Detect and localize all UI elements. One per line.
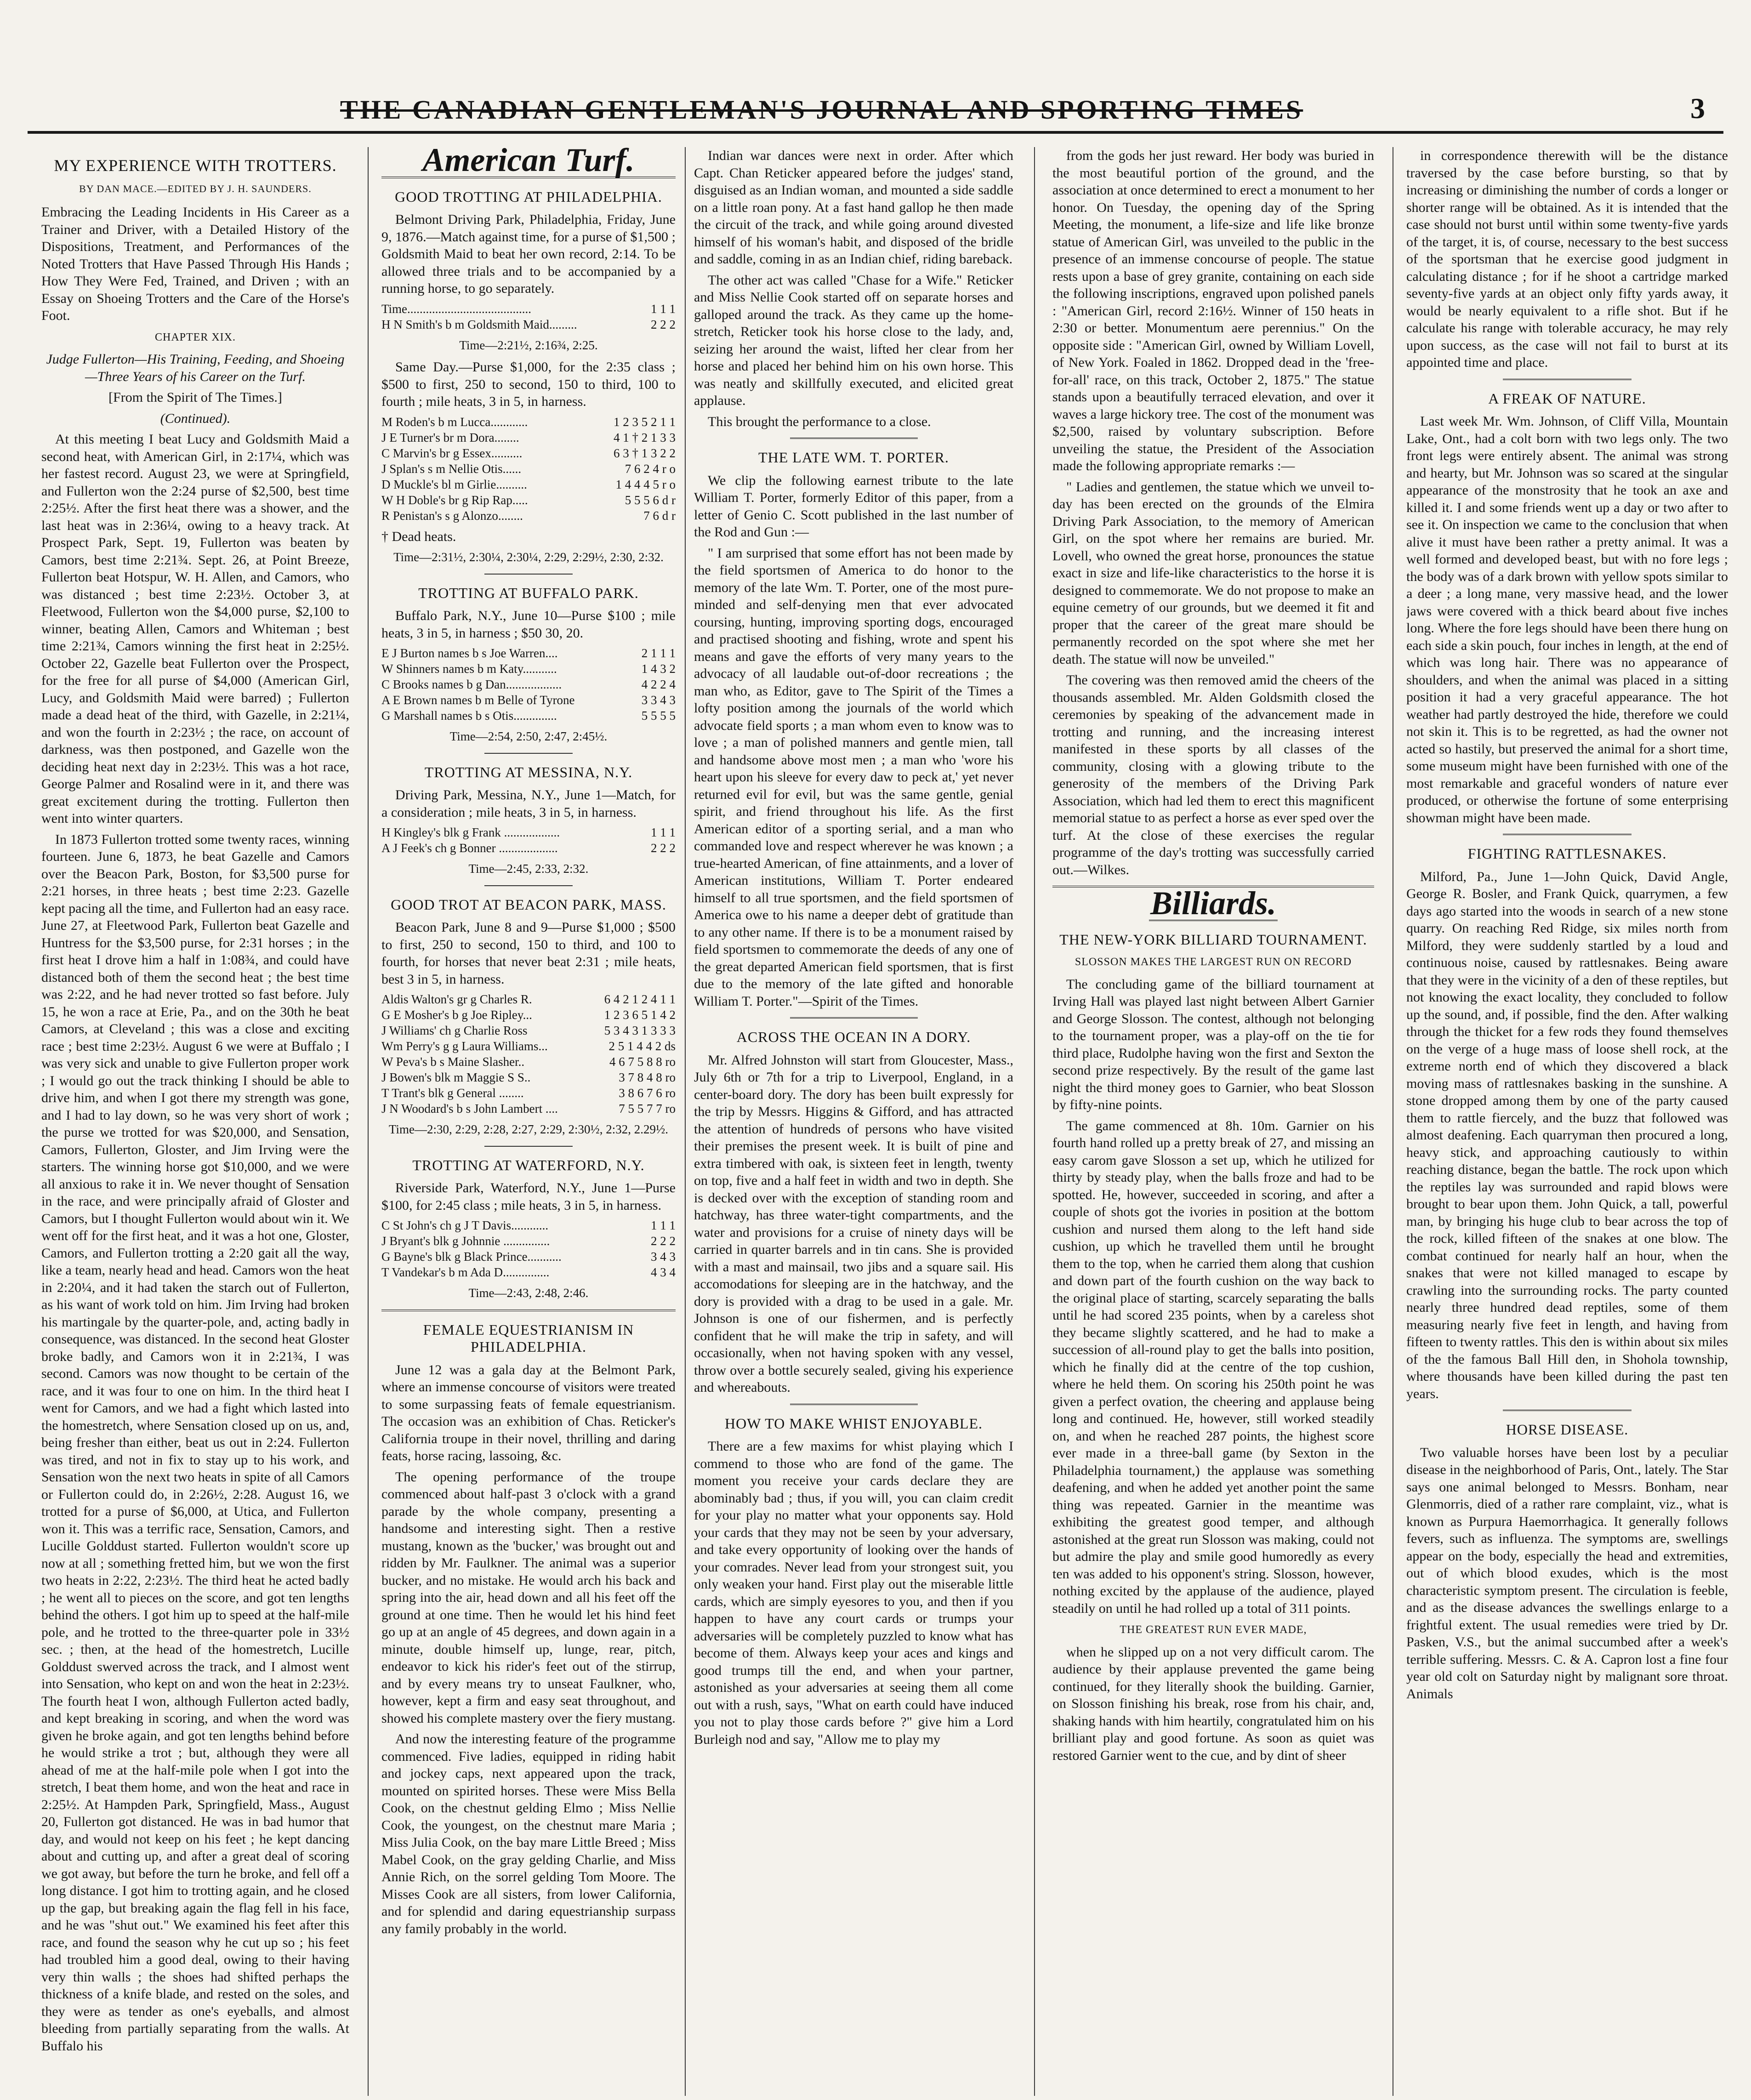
entry-name: A J Feek's ch g Bonner ................... [381,841,558,855]
entry-scores: 6 4 2 1 2 4 1 1 [604,992,676,1006]
entry-scores: 2 1 1 1 [641,646,676,660]
entry-scores: 6 3 † 1 3 2 2 [614,446,676,460]
result-row [381,1233,676,1249]
results-table [381,645,676,723]
article-heading: GOOD TROTTING AT PHILADELPHIA. [395,188,662,205]
divider [381,1309,676,1311]
entry-name: C St John's ch g J T Davis............ [381,1218,549,1232]
article-heading: FEMALE EQUESTRIANISM IN PHILADELPHIA. [423,1321,634,1355]
entry-name: Aldis Walton's gr g Charles R. [381,992,532,1006]
entry-name: D Muckle's bl m Girlie.......... [381,477,527,491]
article-heading: ACROSS THE OCEAN IN A DORY. [736,1029,971,1045]
article-heading: HOW TO MAKE WHIST ENJOYABLE. [724,1415,983,1432]
result-row [381,1038,676,1054]
entry-name: H N Smith's b m Goldsmith Maid......... [381,317,577,331]
entry-name: G Marshall names b s Otis.............. [381,709,557,723]
column-rule [685,147,686,2096]
result-row [381,1085,676,1101]
entry-scores: 1 1 1 [651,825,676,839]
paragraph: This brought the performance to a close. [708,414,931,429]
entry-scores: 4 1 † 2 1 3 3 [614,430,676,444]
divider [1503,1410,1632,1411]
section-title: American Turf. [422,147,635,178]
chapter-title: Judge Fullerton—His Training, Feeding, and Shoeing—Three Years of his Career on the Turf. [46,352,345,384]
entry-scores: 1 4 4 4 5 r o [615,477,676,491]
result-row [381,477,676,492]
results-table [381,301,676,332]
paragraph: We clip the following earnest tribute to the late William T. Porter, formerly Editor of this paper, from a letter of Genio C. Scott published in the last number of the Rod and Gun :— [694,472,1013,540]
column-4 [1052,147,1374,2096]
entry-scores: 2 2 2 [651,841,676,855]
entry-name: W Shinners names b m Katy........... [381,662,557,676]
article-heading: THE LATE WM. T. PORTER. [758,449,949,466]
paragraph: " Ladies and gentlemen, the statue which we unveil to-day has been erected on the grounds of the Elmira Driving Park Association, to the memory of American Girl, on the spot where her remains are buried. Mr. Lovell, who owned the great horse, pronounces the statue exact in size and life-like characteristics to the horse it is designed to commemorate. We do not propose to make an equine cemetry of our grounds, but we deemed it fit and proper that the career of the great mare should be permanently recorded on the spot where she met her death. The statue will now be unveiled." [1052,479,1374,667]
entry-name: W H Doble's br g Rip Rap..... [381,493,528,507]
source-note: [From the Spirit of The Times.] [108,390,282,405]
entry-scores: 2 2 2 [651,1234,676,1248]
results-table [381,825,676,856]
result-row [381,1249,676,1264]
paragraph: in correspondence therewith will be the distance traversed by the case before bursting, so that by increasing or diminishing the number of cords a longer or shorter range will be obtained. As it is intended that the case should not burst until within some twenty-five yards of the target, it is, of course, necessary to the best success of the sportsman that he exercise good judgment in calculating distance ; for if he shoot a cartridge marked seventy-five yards at an object only fifty yards away, it would be nearly equivalent to a rifle shot. But if he calculate his range with tolerable accuracy, he may rely upon success, as the case will not fail to burst at its appointed time and place. [1406,148,1728,370]
result-row [381,445,676,461]
result-row [381,1070,676,1085]
divider [484,574,573,575]
paragraph: The opening performance of the troupe commenced about half-past 3 o'clock with a grand parade by the whole company, presenting a handsome and interesting sight. Then a restive mustang, known as the 'bucker,' was brought out and ridden by Mr. Faulkner. The animal was a superior bucker, and no mistake. He would arch his back and spring into the air, head down and all his feet off the ground at one time. Then he would let his hind feet go up at an angle of 45 degrees, and down again in a minute, double himself up, lunge, rear, pitch, endeavor to kick his rider's feet out of the stirrup, and by every means try to unseat Faulkner, who, however, kept a firm and easy seat throughout, and showed his complete mastery over the fiery mustang. [381,1469,676,1726]
chapter-label: CHAPTER XIX. [154,331,236,343]
byline: BY DAN MACE.—EDITED BY J. H. SAUNDERS. [79,182,312,194]
article-summary: Embracing the Leading Incidents in His Career as a Trainer and Driver, with a Detailed History of the Dispositions, Treatment, and Performances of the Noted Trotters that Have Passed Through His Hands ; How They Were Fed, Trained, and Driven ; with an Essay on Shoeing Trotters and the Care of the Horse's Foot. [41,205,349,323]
race-time: Time—2:43, 2:48, 2:46. [468,1286,589,1300]
newspaper-title: THE CANADIAN GENTLEMAN'S JOURNAL AND SPORTING TIMES [340,95,1303,125]
result-row [381,461,676,477]
entry-scores: 4 6 7 5 8 8 ro [609,1055,676,1069]
entry-scores: 7 6 2 4 r o [625,461,676,476]
page-number: 3 [1690,92,1705,125]
entry-name: Wm Perry's g g Laura Williams... [381,1039,548,1053]
race-intro: Same Day.—Purse $1,000, for the 2:35 class ; $500 to first, 250 to second, 150 to third, 100 to fourth ; mile heats, 3 in 5, in harness. [381,359,676,409]
entry-scores: 3 3 4 3 [641,693,676,707]
paragraph: The other act was called "Chase for a Wife." Reticker and Miss Nellie Cook started off on separate horses and galloped around the track. As they came up the home-stretch, Reticker took his horse close to the lady, and, seizing her around the waist, lifted her clear from her horse and placed her behind him on his own horse. This was neatly and skillfully executed, and elicited great applause. [694,272,1013,408]
entry-name: J Williams' ch g Charlie Ross [381,1024,528,1037]
entry-scores: 5 5 5 5 [641,709,676,723]
entry-name: T Trant's blk g General ........ [381,1086,524,1100]
paragraph: " I am surprised that some effort has not been made by the field sportsmen of America to do honor to the memory of the late Wm. T. Porter, one of the most pure-minded and self-denying men that ever advocated coursing, hunting, improving sporting dogs, encouraged and practised shooting and fishing, wrote and spent his means and gave the efforts of very many years to the advocacy of all laudable out-of-door recreations ; the man who, as Editor, gave to The Spirit of the Times a lofty position among the journals of the world which advocate field sports ; a man whom even to know was to love ; a man of polished manners and gentle mien, tall and handsome above most men ; a man who 'wore his heart upon his sleeve for every daw to peck at,' yet never returned evil for evil, but was the same gentle, genial spirit, and friend throughout his life. As the first American editor of a sporting serial, and a man who commanded love and respect wherever he was known ; a true-hearted American, of fine attainments, and a lover of American institutions, William T. Porter endeared himself to all true sportsmen, and the field sportsmen of America owe to his name a deeper debt of gratitude than to any other name. If there is to be a monument raised by field sportsmen to commemorate the deeds of any one of the great departed American field sportsmen, that is first due to the memory of the late gifted and honorable William T. Porter."—Spirit of the Times. [694,545,1013,1009]
race-intro: Buffalo Park, N.Y., June 10—Purse $100 ; mile heats, 3 in 5, in harness ; $50 30, 20. [381,608,676,641]
entry-name: J Bryant's blk g Johnnie ............... [381,1234,550,1248]
paragraph: At this meeting I beat Lucy and Goldsmith Maid a second heat, with American Girl, in 2:17¼, which was her fastest record. August 23, we were at Springfield, and Fullerton won the 2:24 purse of $2,500, best time 2:25½. After the first heat there was a shower, and the last heat was in 2:36¼, owing to a heavy track. At Prospect Park, Sept. 19, Fullerton was beaten by Camors, best time 2:21¾. Sept. 26, at Point Breeze, Fullerton beat Hotspur, W. H. Allen, and Camors, who was distanced ; best time 2:23½. October 3, at Fleetwood, Fullerton won the $4,000 purse, $2,100 to winner, beating Allen, Camors and Whiteman ; best time 2:21¾, Camors winning the first heat in 2:25½. October 22, Gazelle beat Fullerton over the Prospect, for the free for all purse of $4,000 (American Girl, Lucy, and Goldsmith Maid were barred) ; Fullerton made a dead heat of the third, with Gazelle, in 2:21¼, and won the fourth in 2:23½ ; the race, on account of darkness, was then postponed, and Gazelle won the deciding heat next day in 2:23½. This was a hot race, George Palmer and Rosalind were in it, and there was great excitement during the trotting. Fullerton then went into winter quarters. [41,432,349,826]
article-heading: HORSE DISEASE. [1506,1421,1629,1438]
result-row [381,508,676,524]
entry-scores: 1 1 1 [651,302,676,316]
divider [790,1017,918,1019]
entry-scores: 3 8 6 7 6 ro [619,1086,676,1100]
race-time: Time—2:21½, 2:16¾, 2:25. [459,338,598,352]
entry-name: G E Mosher's b g Joe Ripley... [381,1008,532,1022]
paragraph: when he slipped up on a not very difficult carom. The audience by their applause prevented the game being continued, for they literally shook the building. Garnier, on Slosson finishing his break, rose from his chair, and, shaking hands with him heartily, congratulated him on his brilliant play and good fortune. As soon as quiet was restored Garnier went to the cue, and by dint of sheer [1052,1644,1374,1763]
entry-name: G Bayne's blk g Black Prince........... [381,1250,562,1263]
article-heading: MY EXPERIENCE WITH TROTTERS. [54,156,337,175]
entry-scores: 4 2 2 4 [641,677,676,691]
result-row [381,414,676,430]
entry-scores: 1 1 1 [651,1218,676,1232]
entry-name: E J Burton names b s Joe Warren.... [381,646,558,660]
paragraph: The concluding game of the billiard tournament at Irving Hall was played last night between Albert Garnier and George Slosson. The contest, although not belonging to the tournament proper, was a play-off on the tie for third place, Rudolphe having won the first and Sexton the second prize respectively. By the result of the game last night the third money goes to Garnier, who beat Slosson by fifty-nine points. [1052,976,1374,1112]
entry-scores: 3 4 3 [651,1250,676,1263]
paragraph: Milford, Pa., June 1—John Quick, David Angle, George R. Bosler, and Frank Quick, quarrymen, a few days ago started into the woods in search of a new stone quarry. On reaching Red Ridge, six miles north from Milford, they were suddenly startled by a loud and continuous noise, caused by rattlesnakes. Being aware that they were in the vicinity of a den of these reptiles, but not knowing the exact locality, they concluded to follow up the sound, and, if possible, find the den. After walking through the thicket for a few rods they found themselves on the verge of a huge mass of loose shell rock, at the extreme north end of which they discovered a black moving mass of rattlesnakes basking in the sunshine. A stone dropped among them by one of the party caused them to rattle fiercely, and the buzz that followed was almost deafening. Each quarryman then procured a long, heavy stick, and approaching cautiously to within reaching distance, began the battle. The rock upon which the reptiles lay was surrounded and rapid blows were brought to bear upon them. John Quick, a tall, powerful man, by bringing his huge club to bear across the top of the rock, killed fifteen of the snakes at one blow. The combat continued for nearly half an hour, when the snakes that were not killed managed to escape by crawling into the surrounding rocks. The party counted nearly three hundred dead reptiles, some of them measuring nearly five feet in length, and having from fifteen to twenty rattles. This den is within about six miles of the the famous Ball Hill den, in Shohola township, where thousands have been killed during the past ten years. [1406,869,1728,1401]
entry-name: T Vandekar's b m Ada D............... [381,1265,550,1279]
divider [790,1404,918,1405]
article-heading: A FREAK OF NATURE. [1488,390,1646,407]
article-heading: TROTTING AT WATERFORD, N.Y. [412,1156,645,1173]
column-5 [1406,147,1728,2096]
result-row [381,301,676,317]
divider [484,1146,573,1147]
article-heading: FIGHTING RATTLESNAKES. [1467,845,1667,862]
sub-heading: SLOSSON MAKES THE LARGEST RUN ON RECORD [1074,956,1352,968]
column-3 [694,147,1013,2096]
entry-scores: 4 3 4 [651,1265,676,1279]
entry-scores: 7 6 d r [643,508,676,523]
entry-name: W Peva's b s Maine Slasher.. [381,1055,525,1069]
paragraph: In 1873 Fullerton trotted some twenty races, winning fourteen. June 6, 1873, he beat Gazelle and Camors over the Beacon Park, Boston, for $3,500 purse for 2:21 horses, in three heats ; best time 2:23. Gazelle kept pacing all the time, and Fullerton had an easy race. June 27, at Fleetwood Park, Fullerton beat Gazelle and Huntress for the $3,500 purse, for 2:31 horses ; in the first heat I drove him a half in 1:08¾, and could have distanced both of them the second heat ; the best time was 2:22, and he had never trotted so fast before. July 15, he won a race at Erie, Pa., and on the 30th he beat Camors, at Cleveland ; this was a close and exciting race ; best time 2:23½. August 6 we were at Buffalo ; I was very sick and unable to give Fullerton proper work ; I would go out the track thinking I should be able to drive him, and when I got there my strength was gone, and I had to lay down, so he was very short of work ; the purse we trotted for was $20,000, and Sensation, Camors, Fullerton, Gloster, and Jim Irving were the starters. The winning horse got $10,000, and we were all anxious to rake it in. We never thought of Sensation in the race, and were principally afraid of Gloster and Camors, but I thought Fullerton would about win it. We went off for the first heat, and it was a hot one, Gloster, Camors, and Fullerton trotting a 2:20 gait all the way, like a team, nearly head and head. Camors won the heat in 2:20¼, and it had taken the starch out of Fullerton, as his want of work told on him. Jim Irving had broken his martingale by the quarter-pole, and, acting badly in consequence, was distanced. In the second heat Gloster broke badly, and Camors won it in 2:21¾, I was second. Camors was now thought to be certain of the race, and it was four to one on him. In the third heat I went for Camors, and we had a fight which lasted into the homestretch, where Sensation closed up on us, and, being fresher than either, beat us out in 2:24. Fullerton was tired, and not in fix to stay up to his work, and Sensation won the next two heats in spite of all Camors or Fullerton could do, in 2:26½, 2:28. August 16, we trotted for a purse of $6,000, at Utica, and Fullerton won it. This was a terrific race, Sensation, Camors, and Lucille Golddust started. Fullerton wouldn't score up now at all ; something fretted him, but we won the first two heats in 2:22, 2:23½. The third heat he acted badly ; he went all to pieces on the score, and got ten lengths behind the others. I got him up to speed at the half-mile pole, and he trotted to the three-quarter pole in 33½ sec. ; then, at the head of the homestretch, Lucille Golddust swerved across the track, and I almost went into Sensation, who kept on and won the heat in 2:23½. The fourth heat I won, although Fullerton acted badly, and kept breaking in scoring, and when the word was given he broke again, and got ten lengths behind before he would strike a trot ; but, although they were all ahead of me at the half-mile pole when I got into the stretch, I beat them home, and won the heat and race in 2:25½. At Hampden Park, Springfield, Mass., August 20, Fullerton got distanced. He was in bad humor that day, and would not keep on his feet ; he kept dancing about and cutting up, and after a great deal of scoring we got away, but before the turn he broke, and fell off a long distance. I got him to trotting again, and he closed up the gap, but breaking again the flag fell in his face, and he was "shut out." We examined his feet after this race, and found the season why he cut up so ; his feet had troubled him a good deal, owing to their having very thin walls ; the shoes had shifted perhaps the thickness of a knife blade, and rested on the soles, and they were as tender as one's eyeballs, and almost bleeding from partially separating from the walls. At Buffalo his [41,831,349,2054]
result-row [381,317,676,332]
entry-scores: 7 5 5 7 7 ro [619,1102,676,1115]
result-row [381,1218,676,1233]
race-time: Time—2:54, 2:50, 2:47, 2:45½. [449,729,608,743]
column-2 [381,147,676,2096]
result-row [381,492,676,508]
paragraph: The game commenced at 8h. 10m. Garnier on his fourth hand rolled up a pretty break of 27, and missing an easy carom gave Slosson a set up, which he utilized for thirty by steady play, when the balls froze and had to be spotted. He, however, succeeded in scoring, and after a couple of shots got the ivories in position at the bottom cushion and nursed them along to the left hand side cushion, up which he travelled them until he brought them to the top, when he carried them along that cushion and down part of the fourth cushion on the way back to the original place of starting, scarcely separating the balls until he had scored 235 points, when by a careless shot they became slightly scattered, and he had to make a succession of all-round play to get the balls into position, which he finally did at the centre of the top cushion, where he held them. On scoring his 250th point he was given a perfect ovation, the cheering and applause being long and continued. He, however, still worked steadily on, and when he reached 287 points, the highest score ever made in a three-ball game (by Sexton in the Philadelphia tournament,) the applause was something deafening, and when he added yet another point the same thing was repeated. Garnier in the meantime was exhibiting the greatest good temper, and although astonished at the great run Slosson was making, could not but admire the play and smile good humoredly as every ten was added to his opponent's string. Slosson, however, nothing excited by the applause of the audience, played steadily on until he had rolled up a total of 311 points. [1052,1118,1374,1616]
race-intro: Beacon Park, June 8 and 9—Purse $1,000 ; $500 to first, 250 to second, 150 to third, and 100 to fourth, for horses that never beat 2:31 ; mile heats, best 3 in 5, in harness. [381,920,676,987]
entry-name: M Roden's b m Lucca............ [381,415,528,429]
result-row [381,1101,676,1116]
column-1 [41,147,349,2096]
result-row [381,430,676,445]
results-table [381,1218,676,1280]
article-heading: TROTTING AT BUFFALO PARK. [418,584,639,601]
paragraph: The covering was then removed amid the cheers of the thousands assembled. Mr. Alden Goldsmith closed the ceremonies by speaking of the advancement made in trotting and running, and the increasing interest manifested in these sports by all classes of the community, closing with a glowing tribute to the generosity of the members of the Driving Park Association, which had led them to erect this magnificent memorial statue to as perfect a horse as ever sped over the turf. At the close of these exercises the regular programme of the day's trotting was successfully carried out.—Wilkes. [1052,672,1374,877]
entry-scores: 3 7 8 4 8 ro [619,1070,676,1084]
footnote: † Dead heats. [381,529,456,544]
race-time: Time—2:45, 2:33, 2:32. [468,862,589,876]
result-row [381,692,676,708]
result-row [381,1264,676,1280]
entry-name: C Marvin's br g Essex.......... [381,446,523,460]
entry-scores: 1 2 3 5 2 1 1 [614,415,676,429]
section-title: Billiards. [1150,885,1277,922]
entry-scores: 5 3 4 3 1 3 3 3 [604,1024,676,1037]
entry-name: A E Brown names b m Belle of Tyrone [381,693,575,707]
entry-name: C Brooks names b g Dan.................. [381,677,562,691]
result-row [381,677,676,692]
result-row [381,1007,676,1023]
article-heading: TROTTING AT MESSINA, N.Y. [424,763,633,780]
paragraph: from the gods her just reward. Her body was buried in the most beautiful portion of the ground, and the association at once determined to erect a monument to her honor. On Tuesday, the opening day of the Spring Meeting, the monument, a life-size and life like bronze statue of American Girl, was unveiled to the public in the presence of an immense concourse of people. The statue rests upon a base of grey granite, containing on each side the following inscriptions, engraved upon polished panels : "American Girl, record 2:16½. Winner of 150 heats in 2:30 or better. Monumentum aere perennius." On the opposite side : "American Girl, owned by William Lovell, of New York. Foaled in 1862. Dropped dead in the 'free-for-all' race, on this track, October 2, 1875." The statue stands upon a beautifully terraced elevation, and over it waves a large hickory tree. The cost of the monument was $2,500, raised by voluntary subscription. Before unveiling the statue, the President of the Association made the following appropriate remarks :— [1052,148,1374,473]
results-table [381,991,676,1116]
paragraph: Last week Mr. Wm. Johnson, of Cliff Villa, Mountain Lake, Ont., had a colt born with two legs only. The two front legs were entirely absent. The animal was strong and hearty, but Mr. Johnson was so scared at the singular appearance of the monstrosity that he took an axe and killed it. I and some friends went up a day or two after to see it. On inspection we came to the conclusion that when alive it must have been rather a pretty animal. It was a well formed and developed beast, but with no fore legs ; the body was of a dark brown with yellow spots similar to a deer ; a long mane, very massive head, and the lower jaws were covered with a thick beard about five inches long. Where the fore legs should have been there hung on each side a skin pouch, four inches in length, at the end of which was long hair. There was no appearance of shoulders, and when the animal was placed in a sitting position it had a very graceful appearance. The hot weather had partly destroyed the hide, therefore we could not skin it. This is to be regretted, as had the owner not acted so hastily, but preserved the animal for a short time, some museum might have been furnished with one of the most remarkable and graceful wonders of nature ever produced, or otherwise the fortune of some enterprising showman might have been made. [1406,414,1728,825]
paragraph: Two valuable horses have been lost by a peculiar disease in the neighborhood of Paris, Ont., lately. The Star says one animal belonged to Messrs. Bonham, near Glenmorris, died of a rather rare complaint, viz., what is known as Purpura Haemorrhagica. It generally follows fevers, such as influenza. The symptoms are, swellings appear on the body, especially the head and extremities, out of which blood exudes, which is the most characteristic symptom present. The circulation is feeble, and as the disease advances the swellings enlarge to a frightful extent. The usual remedies were tried by Dr. Pasken, V.S., but the animal succumbed after a week's terrible suffering. Messrs. C. & A. Capron lost a fine four year old colt on Saturday night by malignant sore throat. Animals [1406,1445,1728,1702]
column-rule [1034,147,1035,2096]
paragraph: There are a few maxims for whist playing which I commend to those who are fond of the game. The moment you receive your cards declare they are abominably bad ; thus, if you will, you can claim credit for your play no matter what your opponents say. Hold your cards that they may not be seen by your adversary, and take every opportunity of looking over the hands of your comrades. Never lead from your strongest suit, you only weaken your hand. First play out the miserable little cards, which are simply eyesores to you, and then if you happen to have any court cards or trumps your adversaries will be completely puzzled to know what has become of them. Always keep your aces and kings and good trumps till the end, and when your partner, astonished as your adversaries at seeing them all come out with a rush, says, "What on earth could have induced you not to play those cards before ?" give him a Lord Burleigh nod and say, "Allow me to play my [694,1439,1013,1747]
article-heading: GOOD TROT AT BEACON PARK, MASS. [391,896,666,913]
entry-name: R Penistan's s g Alonzo........ [381,508,523,523]
race-time: Time—2:31½, 2:30¼, 2:30¼, 2:29, 2:29½, 2:30, 2:32. [393,550,664,564]
entry-scores: 2 5 1 4 4 2 ds [608,1039,676,1053]
paragraph: Mr. Alfred Johnston will start from Gloucester, Mass., July 6th or 7th for a trip to Liverpool, England, in a center-board dory. The dory has been built expressly for the trip by Messrs. Higgins & Gifford, and has attracted the attention of hundreds of persons who have visited their premises the present week. It is built of pine and extra timbered with oak, is sixteen feet in length, twenty on top, five and a half feet in width and two in depth. She is decked over with the exception of standing room and hatchway, has three water-tight compartments, and the water and provisions for a cruise of ninety days will be carried in quarter barrels and in tin cans. She is provided with a mast and mainsail, two jibs and a square sail. His accomodations for sleeping are in the hatchway, and the dory is provided with a drag to be used in a gale. Mr. Johnson is one of our fishermen, and is perfectly confident that he will make the trip in safety, and will occasionally, when not having spoken with any vessel, throw over a bottle securely sealed, giving his experience and whereabouts. [694,1052,1013,1395]
entry-scores: 5 5 5 6 d r [625,493,676,507]
divider [484,753,573,754]
column-rule [368,147,369,2096]
paragraph: And now the interesting feature of the programme commenced. Five ladies, equipped in riding habit and jockey caps, next appeared upon the track, mounted on spirited horses. These were Miss Bella Cook, on the chestnut gelding Elmo ; Miss Nellie Cook, the youngest, on the chestnut mare Maria ; Miss Julia Cook, on the bay mare Little Breed ; Miss Mabel Cook, on the gray gelding Charlie, and Miss Annie Rich, on the sorrel gelding Tom Moore. The Misses Cook are all sisters, from lower California, and for splendid and daring equestrianship surpass any family probably in the world. [381,1731,676,1936]
result-row [381,825,676,840]
result-row [381,840,676,856]
paragraph: June 12 was a gala day at the Belmont Park, where an immense concourse of visitors were treated to some surpassing feats of female equestrianism. The occasion was an exhibition of Chas. Reticker's California troupe in their novel, thrilling and daring feats, horse racing, lassoing, &c. [381,1362,676,1463]
sub-heading: THE GREATEST RUN EVER MADE, [1120,1624,1307,1636]
result-row [381,661,676,677]
result-row [381,991,676,1007]
entry-scores: 1 4 3 2 [641,662,676,676]
continued-note: (Continued). [160,410,231,426]
divider [790,438,918,439]
result-row [381,1023,676,1038]
masthead [28,90,1723,134]
entry-name: Time........................................ [381,302,532,316]
result-row [381,708,676,723]
result-row [381,645,676,661]
entry-name: J Bowen's blk m Maggie S S.. [381,1070,531,1084]
article-heading: THE NEW-YORK BILLIARD TOURNAMENT. [1059,931,1367,948]
divider [484,885,573,886]
entry-scores: 1 2 3 6 5 1 4 2 [604,1008,676,1022]
divider [1503,834,1632,835]
divider [1503,379,1632,380]
race-time: Time—2:30, 2:29, 2:28, 2:27, 2:29, 2:30½, 2:32, 2.29½. [388,1122,669,1136]
race-intro: Belmont Driving Park, Philadelphia, Friday, June 9, 1876.—Match against time, for a purse of $1,500 ; Goldsmith Maid to beat her own record, 2:14. To be allowed three trials and to be accompanied by a running horse, to go separately. [381,212,676,296]
entry-name: J E Turner's br m Dora........ [381,430,519,444]
entry-scores: 2 2 2 [651,317,676,331]
race-intro: Riverside Park, Waterford, N.Y., June 1—Purse $100, for 2:45 class ; mile heats, 3 in 5, in harness. [381,1180,676,1213]
entry-name: J N Woodard's b s John Lambert .... [381,1102,558,1115]
result-row [381,1054,676,1070]
entry-name: H Kingley's blk g Frank .................. [381,825,560,839]
results-table [381,414,676,524]
entry-name: J Splan's s m Nellie Otis...... [381,461,522,476]
paragraph: Indian war dances were next in order. After which Capt. Chan Reticker appeared before the judges' stand, disguised as an Indian woman, and mounted a side saddle on a little roan pony. At a fast hand gallop he then made the circuit of the track, and while going around divested himself of his woman's habit, and disposed of the bridle and saddle, coming in as an Indian chief, riding bareback. [694,148,1013,267]
race-intro: Driving Park, Messina, N.Y., June 1—Match, for a consideration ; mile heats, 3 in 5, in harness. [381,787,676,820]
